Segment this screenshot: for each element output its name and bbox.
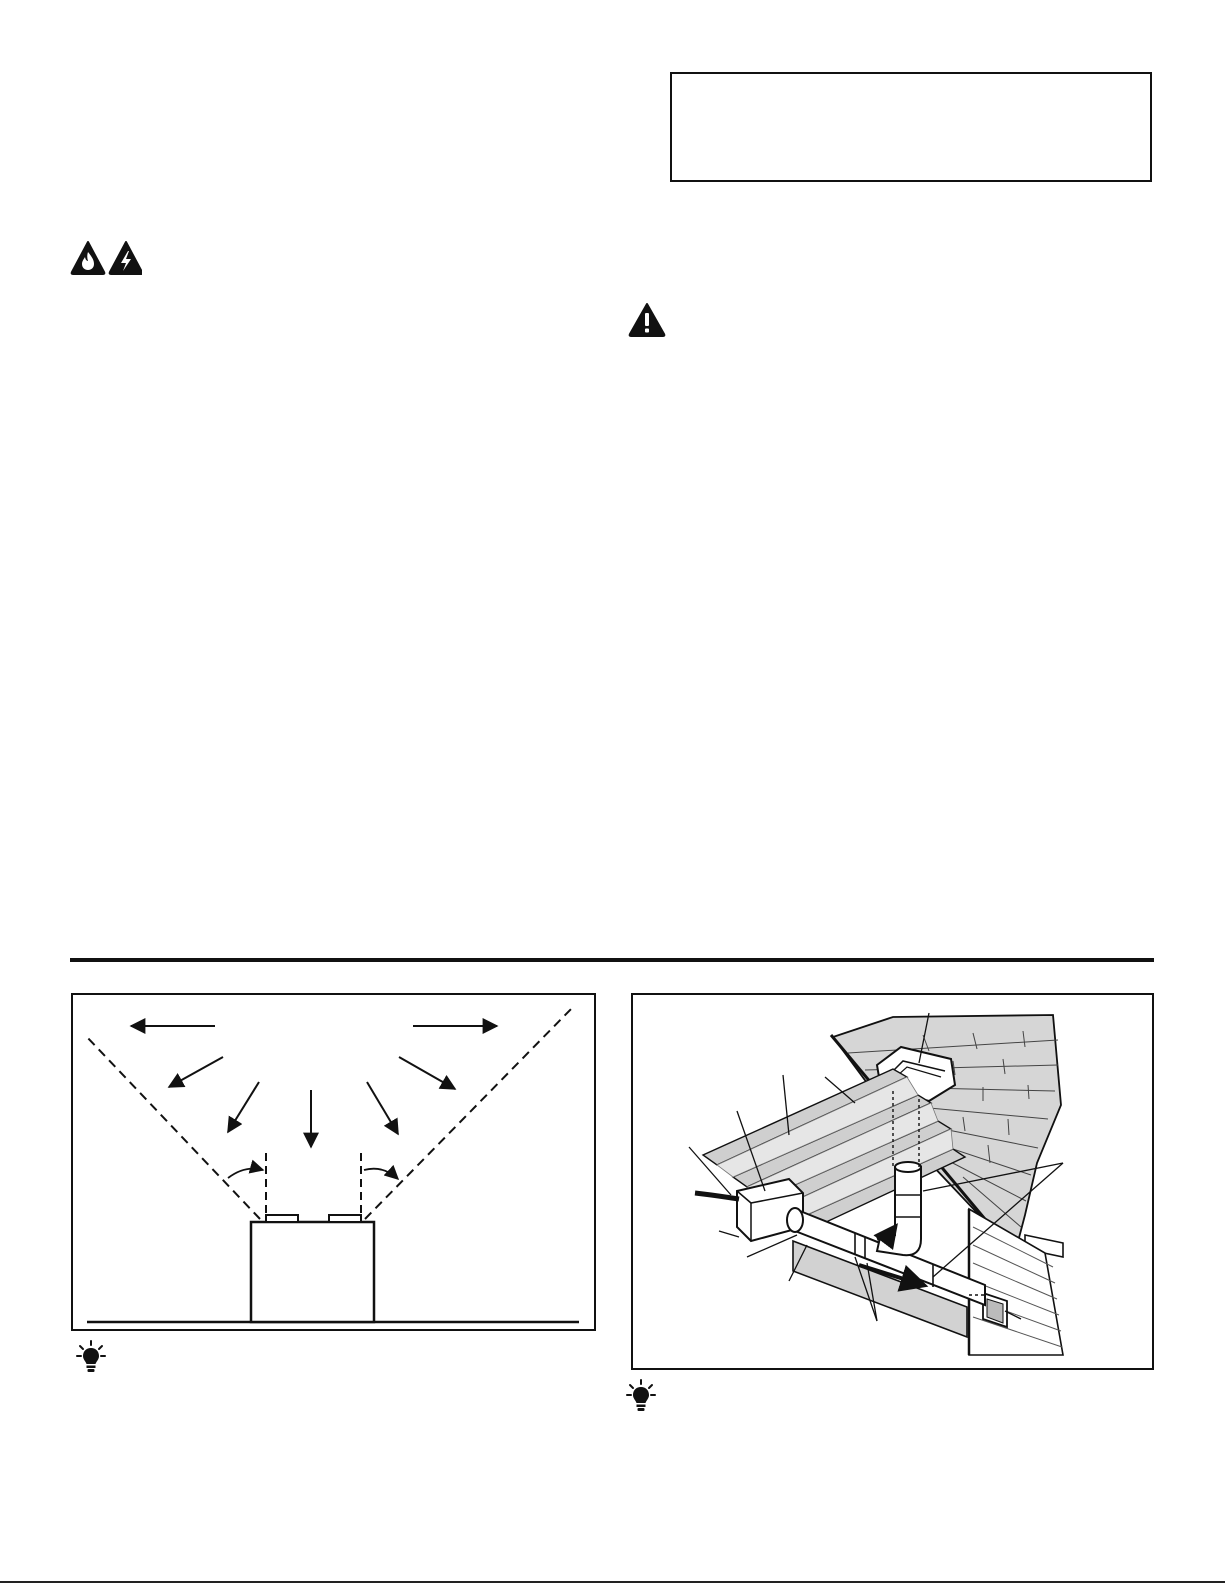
- duct-installation-figure: [631, 993, 1154, 1370]
- spread-line-right: [365, 1007, 573, 1219]
- lightbulb-tip-icon: [76, 1340, 106, 1374]
- spread-line-left: [85, 1035, 260, 1219]
- section-divider: [70, 958, 1154, 962]
- power-cable: [695, 1193, 739, 1199]
- lightbulb-tip-icon: [626, 1379, 656, 1413]
- fire-warning-icon: [72, 242, 105, 274]
- angle-arc-left: [228, 1169, 263, 1178]
- notice-box: [670, 72, 1152, 182]
- hazard-icon-group: [70, 240, 142, 276]
- outlet-left: [266, 1215, 298, 1222]
- angle-arc-right: [364, 1169, 398, 1179]
- exclamation-warning-icon: [628, 302, 666, 337]
- airflow-diagram-figure: [71, 993, 596, 1331]
- airflow-arrows: [131, 1026, 497, 1147]
- airflow-diagram: [73, 995, 594, 1329]
- duct-installation-illustration: [633, 995, 1152, 1368]
- outlet-right: [329, 1215, 361, 1222]
- page-bottom-line: [0, 1581, 1225, 1583]
- electrical-warning-icon: [110, 242, 142, 274]
- unit-housing: [251, 1222, 374, 1322]
